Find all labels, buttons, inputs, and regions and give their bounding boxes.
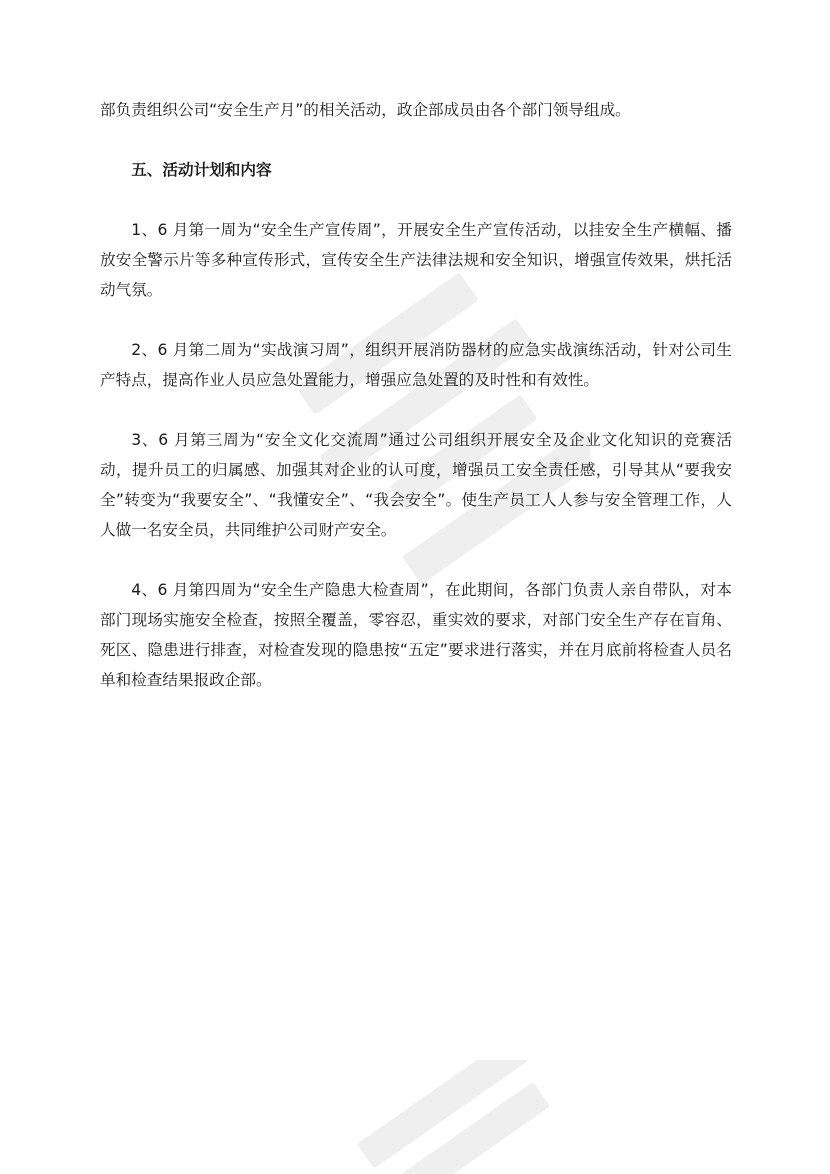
plan-item-week-2: 2、6 月第二周为“实战演习周”，组织开展消防器材的应急实战演练活动，针对公司生产特点，提高作业人员应急处置能力，增强应急处置的及时性和有效性。 [100, 341, 732, 389]
plan-item-week-4: 4、6 月第四周为“安全生产隐患大检查周”，在此期间，各部门负责人亲自带队，对本部门现场实施安全检查，按照全覆盖，零容忍，重实效的要求，对部门安全生产存在盲角、死区、隐患进行排查，对检查发现的隐患按“五定”要求进行落实，并在月底前将检查人员名单和检查结果报政企部。 [100, 581, 732, 689]
plan-item-week-3: 3、6 月第三周为“安全文化交流周”通过公司组织开展安全及企业文化知识的竞赛活动，提升员工的归属感、加强其对企业的认可度，增强员工安全责任感，引导其从“要我安全”转变为“我要安全”、“我懂安全”、“我会安全”。使生产员工人人参与安全管理工作，人人做一名安全员，共同维护公司财产安全。 [100, 431, 732, 539]
intro-paragraph: 部负责组织公司“安全生产月”的相关活动，政企部成员由各个部门领导组成。 [100, 101, 631, 119]
plan-item-week-1: 1、6 月第一周为“安全生产宣传周”，开展安全生产宣传活动，以挂安全生产横幅、播放安全警示片等多种宣传形式，宣传安全生产法律法规和安全知识，增强宣传效果，烘托活动气氛。 [100, 221, 732, 299]
section-heading: 五、活动计划和内容 [131, 161, 272, 179]
document-body [100, 95, 732, 725]
watermark-icon [330, 1060, 590, 1174]
